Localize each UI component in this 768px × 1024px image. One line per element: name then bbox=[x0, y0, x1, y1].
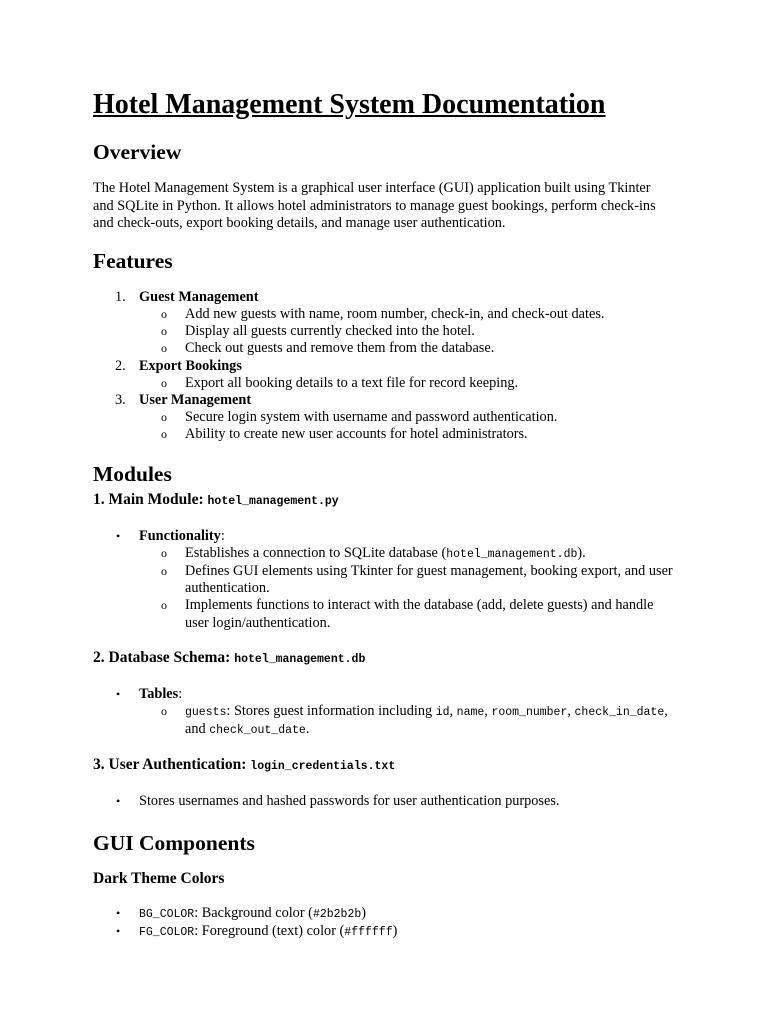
feature-subitem-text: Secure login system with username and password authentication. bbox=[185, 409, 558, 426]
bullet-text: Stores usernames and hashed passwords for user authentication purposes. bbox=[139, 793, 560, 810]
module-sublist bbox=[139, 703, 673, 739]
module-bullet: • Tables: o guests: Stores guest information including id, name, room_number, check_in_date, and check_out_date. bbox=[93, 686, 673, 740]
color-item: • BG_COLOR: Background color (#2b2b2b) bbox=[116, 904, 367, 921]
module-file-name: hotel_management.py bbox=[207, 494, 339, 508]
overview-heading: Overview bbox=[93, 140, 182, 164]
feature-number: 2. bbox=[115, 357, 126, 374]
document-page bbox=[93, 86, 673, 941]
inline-code: hotel_management.db bbox=[446, 547, 578, 561]
inline-code: id bbox=[435, 706, 450, 720]
feature-label: User Management bbox=[139, 392, 252, 408]
color-description: : Foreground (text) color ( bbox=[194, 922, 345, 939]
module-subitem: o Establishes a connection to SQLite database (hotel_management.db). bbox=[161, 544, 586, 561]
color-description: : Background color ( bbox=[194, 904, 313, 921]
separator: , bbox=[567, 703, 575, 720]
module-title-text: 1. Main Module: bbox=[93, 490, 208, 508]
document-title: Hotel Management System Documentation bbox=[93, 89, 606, 120]
separator: ) bbox=[392, 922, 398, 939]
features-heading: Features bbox=[93, 248, 173, 273]
gui-heading: GUI Components bbox=[93, 830, 255, 855]
dark-theme-heading: Dark Theme Colors bbox=[93, 869, 225, 887]
feature-label: Export Bookings bbox=[139, 357, 242, 374]
bullet-label: Functionality bbox=[139, 527, 221, 544]
feature-subitem-text: Add new guests with name, room number, check-in, and check-out dates. bbox=[185, 305, 605, 322]
color-value: #2b2b2b bbox=[312, 907, 362, 921]
feature-item bbox=[93, 289, 673, 358]
color-list bbox=[93, 905, 673, 941]
module-file-name: login_credentials.txt bbox=[250, 760, 396, 774]
feature-subitem: o Display all guests currently checked into the hotel. bbox=[161, 323, 475, 340]
features-list bbox=[93, 289, 673, 444]
module-bullet: • Stores usernames and hashed passwords for user authentication purposes. bbox=[116, 793, 560, 810]
module-title-text: 3. User Authentication: bbox=[93, 756, 251, 774]
feature-item bbox=[93, 392, 673, 444]
module-3-title bbox=[93, 755, 673, 777]
module-2-list bbox=[93, 686, 673, 740]
module-subitem: o guests: Stores guest information including id, name, room_number, check_in_date, and check_out_date. bbox=[161, 703, 668, 738]
overview-paragraph: The Hotel Management System is a graphical user interface (GUI) application built using Tkinter and SQLite in Python. It allows hotel administrators to manage guest bookings, perform check-ins and check-outs, export booking details, and manage user authentication. bbox=[93, 180, 656, 232]
subitem-text: Establishes a connection to SQLite database ( bbox=[185, 544, 447, 561]
feature-subitem: o Add new guests with name, room number, check-in, and check-out dates. bbox=[161, 305, 605, 322]
feature-subitem-text: Display all guests currently checked into the hotel. bbox=[185, 323, 475, 340]
feature-number: 1. bbox=[115, 288, 126, 305]
bullet-label: Tables bbox=[139, 685, 179, 702]
module-1-title bbox=[93, 490, 673, 512]
modules-heading: Modules bbox=[93, 461, 172, 486]
module-1-list bbox=[93, 528, 673, 632]
color-value: #ffffff bbox=[344, 925, 393, 939]
feature-sublist bbox=[139, 306, 673, 358]
separator: , bbox=[484, 703, 492, 720]
inline-code: check_out_date bbox=[209, 724, 306, 738]
feature-subitem-text: Export all booking details to a text file for record keeping. bbox=[185, 374, 519, 391]
separator: . bbox=[305, 721, 310, 738]
feature-subitem-text: Ability to create new user accounts for hotel administrators. bbox=[185, 426, 528, 443]
feature-number: 3. bbox=[115, 392, 126, 408]
bullet-colon: : bbox=[178, 685, 183, 702]
module-title-text: 2. Database Schema: bbox=[93, 648, 235, 666]
subitem-text: : Stores guest information including bbox=[226, 703, 436, 720]
inline-code: BG_COLOR bbox=[139, 907, 195, 921]
feature-subitem: o Export all booking details to a text file for record keeping. bbox=[161, 374, 519, 391]
module-subitem: o Implements functions to interact with the database (add, delete guests) and handle user login/authentication. bbox=[161, 597, 654, 631]
bullet-colon: : bbox=[220, 527, 225, 544]
separator: ) bbox=[361, 904, 367, 921]
module-subitem: o Defines GUI elements using Tkinter for guest management, booking export, and user authentication. bbox=[161, 563, 673, 597]
feature-sublist bbox=[139, 409, 673, 443]
inline-code: guests bbox=[185, 706, 227, 720]
module-sublist bbox=[139, 545, 673, 632]
feature-label: Guest Management bbox=[139, 288, 259, 305]
inline-code: name bbox=[456, 706, 485, 720]
feature-subitem: o Check out guests and remove them from the database. bbox=[161, 340, 495, 357]
separator: , and bbox=[185, 703, 668, 738]
inline-code: FG_COLOR bbox=[139, 925, 195, 939]
feature-sublist bbox=[139, 375, 673, 392]
separator: , bbox=[449, 703, 457, 720]
inline-code: check_in_date bbox=[574, 706, 665, 720]
module-bullet: • Functionality: o Establishes a connection to SQLite database (hotel_management.db). o Defines GUI elements using Tkinter for guest management, booking export, and user authentication. o Implements functions to interact with the database (add, delete guests) and handle user login/authentication. bbox=[116, 527, 673, 631]
inline-code: room_number bbox=[491, 706, 568, 720]
color-item: • FG_COLOR: Foreground (text) color (#ffffff) bbox=[116, 922, 398, 939]
subitem-text: Implements functions to interact with the database (add, delete guests) and handle user login/authentication. bbox=[185, 597, 654, 631]
module-3-list bbox=[93, 793, 673, 810]
feature-subitem: o Ability to create new user accounts for hotel administrators. bbox=[161, 426, 528, 443]
module-2-title bbox=[93, 648, 673, 670]
subitem-text: ). bbox=[577, 544, 586, 561]
subitem-text: Defines GUI elements using Tkinter for guest management, booking export, and user authentication. bbox=[185, 563, 673, 597]
feature-subitem: o Secure login system with username and password authentication. bbox=[161, 409, 558, 426]
module-file-name: hotel_management.db bbox=[234, 652, 366, 666]
feature-item bbox=[93, 358, 673, 392]
feature-subitem-text: Check out guests and remove them from the database. bbox=[185, 340, 495, 357]
